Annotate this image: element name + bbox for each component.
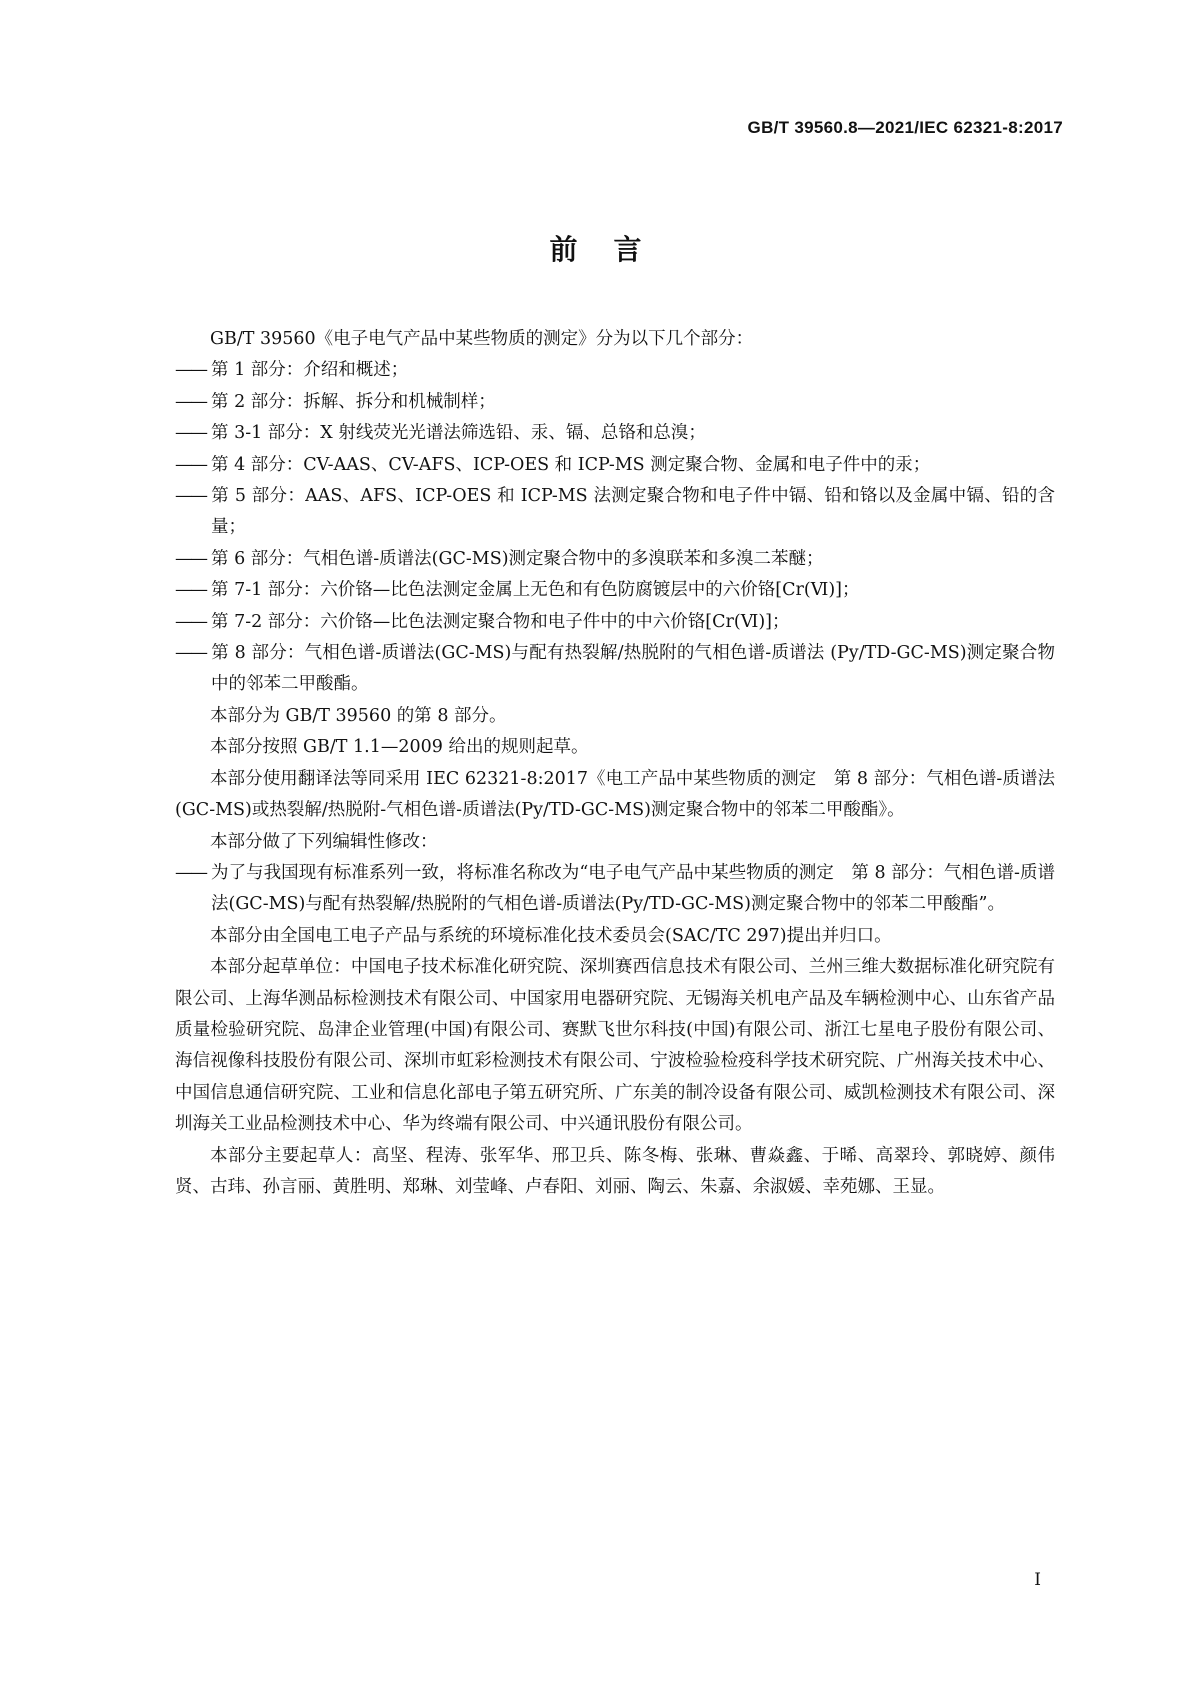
edits-intro-paragraph: 本部分做了下列编辑性修改： xyxy=(210,831,438,852)
translation-paragraph: 本部分使用翻译法等同采用 IEC 62321-8:2017《电工产品中某些物质的测定 第 8 部分：气相色谱-质谱法(GC-MS)或热裂解/热脱附-气相色谱-质谱法(Py/TD-GC-MS)测定聚合物中的邻苯二甲酸酯》。 xyxy=(175,768,1055,821)
list-item: —— 第 2 部分：拆解、拆分和机械制样； xyxy=(175,391,496,412)
part8-paragraph: 本部分为 GB/T 39560 的第 8 部分。 xyxy=(210,705,507,726)
page-number: I xyxy=(1034,1570,1041,1590)
list-item: —— 第 1 部分：介绍和概述； xyxy=(175,360,409,381)
drafting-units-paragraph: 本部分起草单位：中国电子技术标准化研究院、深圳赛西信息技术有限公司、兰州三维大数据标准化研究院有限公司、上海华测品标检测技术有限公司、中国家用电器研究院、无锡海关机电产品及车辆检测中心、山东省产品质量检验研究院、岛津企业管理(中国)有限公司、赛默飞世尔科技(中国)有限公司、浙江七星电子股份有限公司、海信视像科技股份有限公司、深圳市虹彩检测技术有限公司、宁波检验检疫科学技术研究院、广州海关技术中心、中国信息通信研究院、工业和信息化部电子第五研究所、广东美的制冷设备有限公司、威凯检测技术有限公司、深圳海关工业品检测技术中心、华为终端有限公司、中兴通讯股份有限公司。 xyxy=(175,957,1055,1135)
list-item: —— 第 7-2 部分：六价铬—比色法测定聚合物和电子件中的中六价铬[Cr(Ⅵ)]； xyxy=(175,611,790,632)
list-item: —— 第 6 部分：气相色谱-质谱法(GC-MS)测定聚合物中的多溴联苯和多溴二苯醚； xyxy=(175,548,824,569)
list-item: —— 第 5 部分：AAS、AFS、ICP-OES 和 ICP-MS 法测定聚合物和电子件中镉、铅和铬以及金属中镉、铅的含量； xyxy=(175,486,1055,538)
intro-paragraph: GB/T 39560《电子电气产品中某些物质的测定》分为以下几个部分： xyxy=(210,329,754,349)
proposed-paragraph: 本部分由全国电工电子产品与系统的环境标准化技术委员会(SAC/TC 297)提出并归口。 xyxy=(210,925,892,946)
page-title: 前言 xyxy=(549,233,678,266)
parts-list xyxy=(175,355,1055,700)
drafters-paragraph: 本部分主要起草人：高坚、程涛、张军华、邢卫兵、陈冬梅、张琳、曹焱鑫、于晞、高翠玲、郭晓婷、颜伟贤、古玮、孙言丽、黄胜明、郑琳、刘莹峰、卢春阳、刘丽、陶云、朱嘉、余淑媛、幸苑娜、王显。 xyxy=(175,1145,1055,1197)
list-item: —— 第 7-1 部分：六价铬—比色法测定金属上无色和有色防腐镀层中的六价铬[Cr(Ⅵ)]； xyxy=(175,580,860,601)
standard-number: GB/T 39560.8—2021/IEC 62321-8:2017 xyxy=(747,118,1063,137)
list-item: —— 第 8 部分：气相色谱-质谱法(GC-MS)与配有热裂解/热脱附的气相色谱-质谱法 (Py/TD-GC-MS)测定聚合物中的邻苯二甲酸酯。 xyxy=(175,643,1055,695)
list-item: —— 第 4 部分：CV-AAS、CV-AFS、ICP-OES 和 ICP-MS 测定聚合物、金属和电子件中的汞； xyxy=(175,454,931,475)
list-item: —— 第 3-1 部分：X 射线荧光光谱法筛选铅、汞、镉、总铬和总溴； xyxy=(175,423,706,444)
drafting-rules-paragraph: 本部分按照 GB/T 1.1—2009 给出的规则起草。 xyxy=(210,737,589,758)
edits-list xyxy=(175,858,1055,921)
list-item: —— 为了与我国现有标准系列一致，将标准名称改为“电子电气产品中某些物质的测定 第 8 部分：气相色谱-质谱法(GC-MS)与配有热裂解/热脱附的气相色谱-质谱法(Py/TD-GC-MS)测定聚合物中的邻苯二甲酸酯”。 xyxy=(175,862,1055,915)
document-body xyxy=(175,324,1055,1203)
